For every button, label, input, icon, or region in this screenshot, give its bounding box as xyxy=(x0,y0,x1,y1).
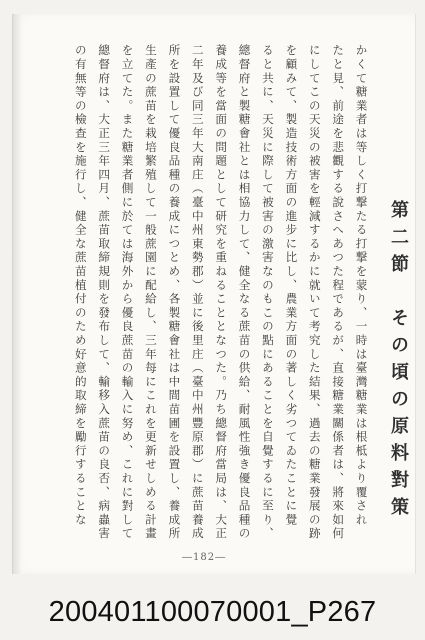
text-column: 總督府は、大正三年四月、蔗苗取締規則を發布して、輸移入蔗苗の良否、病蟲害 xyxy=(97,44,112,541)
text-column: 二年及び同三年大南庄（臺中州東勢郡）並に後里庄（臺中州豐原郡）に蔗苗養成 xyxy=(190,44,205,541)
page-fold-shadow xyxy=(12,14,22,574)
text-column: ると共に、天災に際して被害の激害なのもこの點にあることを自覺するに至り、 xyxy=(260,44,275,541)
text-column: かくて糖業者は等しく打撃たる打撃を蒙り、一時は臺灣糖業は根柢より覆され xyxy=(354,44,369,527)
text-column: の有無等の檢查を施行し、健全な蔗苗植付のため好意的取締を勵行することな xyxy=(73,44,88,527)
text-column: たと見、前途を悲觀する說さへあつた程であるが、直接糖業關係者は、將來如何 xyxy=(331,44,346,541)
image-caption: 200401100070001_P267 xyxy=(48,596,377,628)
text-column: を立てた。また糖業者側に於ては海外から優良蔗苗の輸入に努め、これに對して xyxy=(120,44,135,541)
text-column: 養成等を當面の問題として研究を重ねることとなつた。乃ち總督府當局は、大正 xyxy=(214,44,229,541)
text-column: にしてこの天災の被害を輕減するかに就いて考究した結果、過去の糖業發展の跡 xyxy=(307,44,322,541)
section-heading: 第二節 その頃の原料對策 xyxy=(388,200,409,524)
text-column: 生產の蔗苗を栽培繁殖して一般蔗園に配給し、三年每にこれを更新せしめる計畫 xyxy=(143,44,158,541)
text-column: 總督府と製糖會社とは相協力して、健全なる蔗苗の供給、耐風性強き優良品種の xyxy=(237,44,252,541)
text-column: 所を設置して優良品種の養成につとめ、各製糖會社は中間苗圃を設置し、養成所 xyxy=(167,44,182,541)
page-number: ―182― xyxy=(182,552,227,563)
text-column: を顧みて、製造技術方面の進步に比し、農業方面の著しく劣つてゐたことに覺 xyxy=(284,44,299,527)
